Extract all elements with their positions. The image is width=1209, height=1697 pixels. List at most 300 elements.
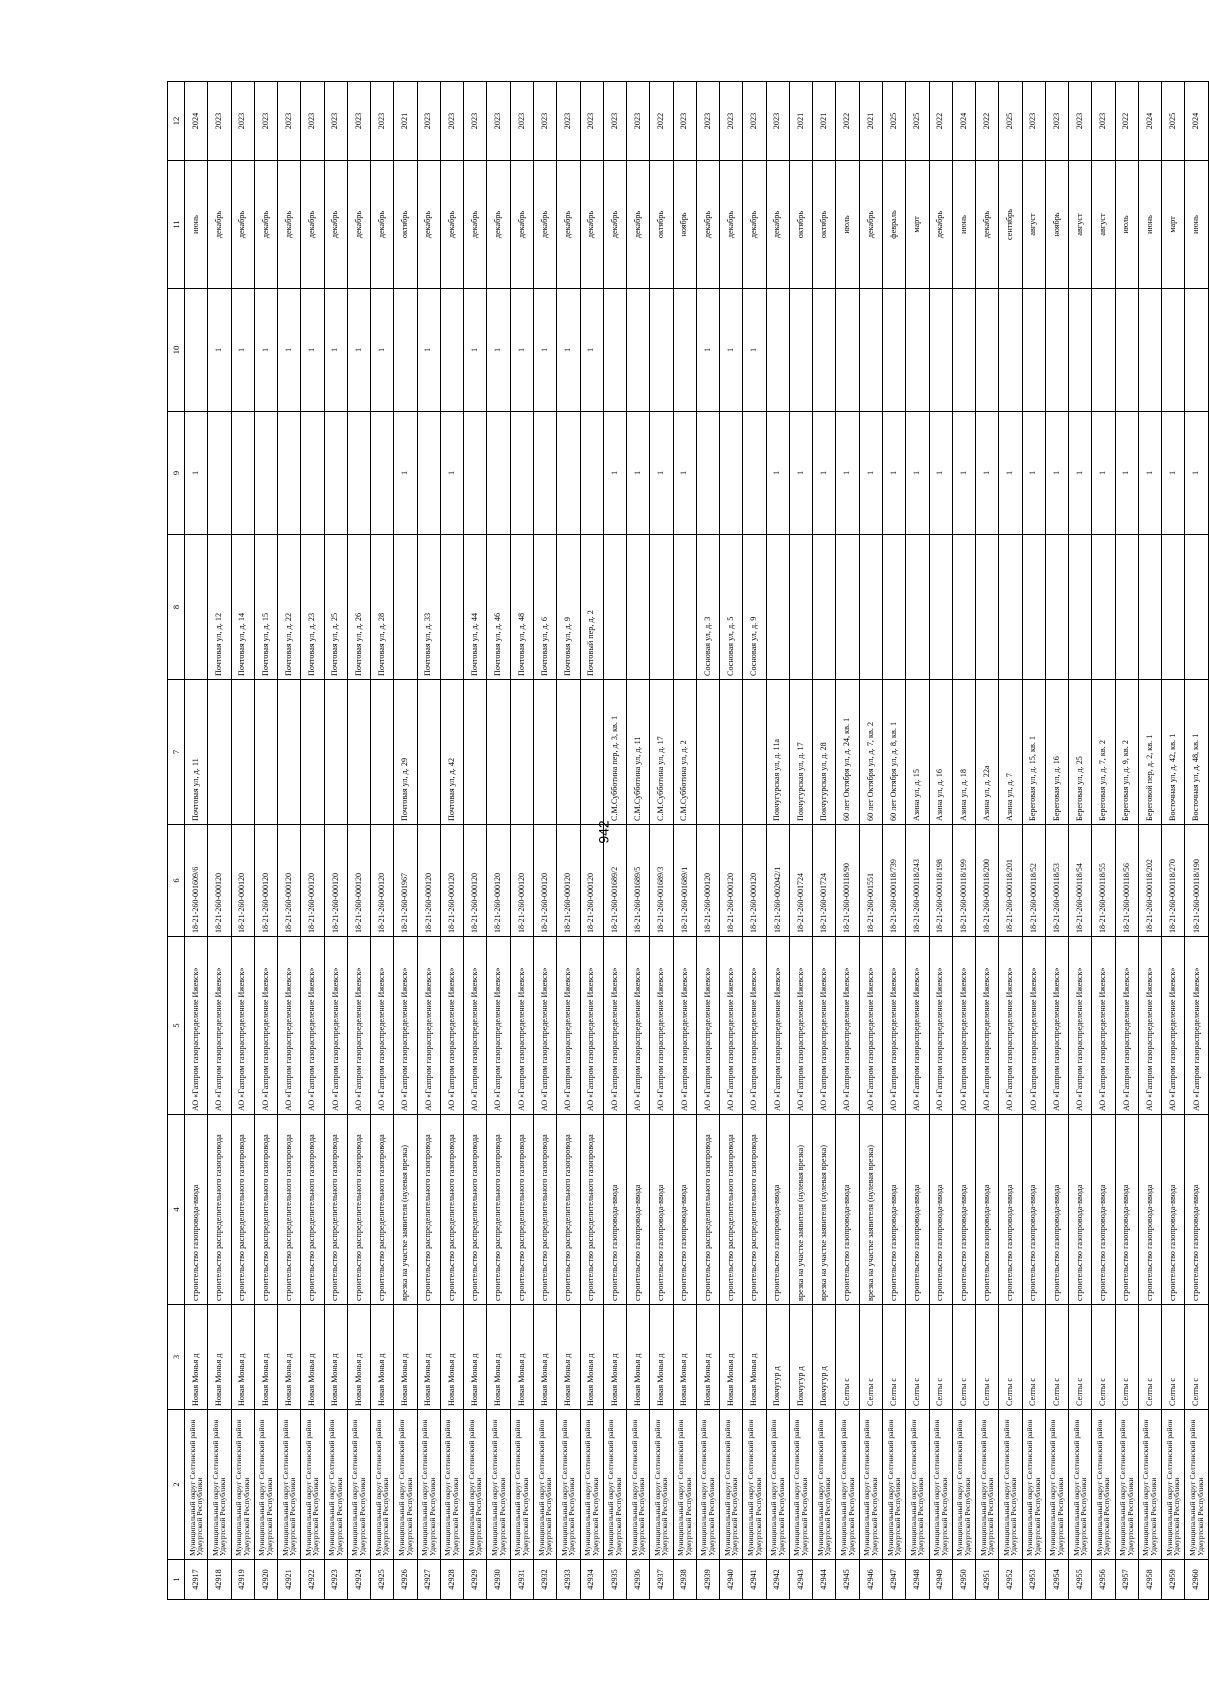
cell-count-b [976,289,999,412]
cell-work-type: строительство распределительного газопровода [580,1115,603,1305]
table-row [464,82,487,1600]
cell-row-number: 42958 [1138,1560,1161,1600]
cell-municipality: Муниципальный округ Селтинский район Удмуртской Республики [185,1410,208,1560]
cell-year: 2022 [1115,82,1138,161]
cell-address-network [185,535,208,680]
cell-work-type: врезка на участке заявителя (нулевая врезка) [789,1115,812,1305]
cell-organization: АО «Газпром газораспределение Ижевск» [440,937,463,1115]
cell-month: июнь [1185,161,1209,289]
cell-count-b: 1 [347,289,370,412]
table-row [906,82,929,1600]
cell-municipality: Муниципальный округ Селтинский район Удмуртской Республики [1115,1410,1138,1560]
cell-year: 2023 [464,82,487,161]
cell-work-type: строительство распределительного газопровода [487,1115,510,1305]
cell-contract-number: 18-21-260-000120 [347,825,370,937]
cell-address-network [650,535,673,680]
cell-organization: АО «Газпром газораспределение Ижевск» [999,937,1022,1115]
cell-count-b: 1 [557,289,580,412]
cell-count-a [347,412,370,535]
cell-organization: АО «Газпром газораспределение Ижевск» [952,937,975,1115]
cell-municipality: Муниципальный округ Селтинский район Удмуртской Республики [231,1410,254,1560]
cell-work-type: врезка на участке заявителя (нулевая врезка) [859,1115,882,1305]
cell-settlement: Новая Монья д [301,1305,324,1410]
cell-address-network [976,535,999,680]
cell-row-number: 42918 [208,1560,231,1600]
cell-address-network [1185,535,1209,680]
cell-year: 2021 [813,82,836,161]
cell-row-number: 42955 [1069,1560,1092,1600]
cell-address-individual: Береговая ул, д. 16 [1045,680,1068,825]
cell-municipality: Муниципальный округ Селтинский район Удмуртской Республики [906,1410,929,1560]
cell-settlement: Селты с [1115,1305,1138,1410]
cell-address-individual [464,680,487,825]
cell-contract-number: 18-21-260-000118/202 [1138,825,1161,937]
cell-address-individual: Азина ул, д. 7 [999,680,1022,825]
column-header: 1 [168,1560,185,1600]
cell-row-number: 42946 [859,1560,882,1600]
cell-address-network [1022,535,1045,680]
cell-row-number: 42937 [650,1560,673,1600]
cell-count-b: 1 [720,289,743,412]
cell-count-b [603,289,626,412]
cell-count-b [1092,289,1115,412]
cell-count-b [882,289,905,412]
cell-count-b: 1 [254,289,277,412]
cell-organization: АО «Газпром газораспределение Ижевск» [906,937,929,1115]
cell-municipality: Муниципальный округ Селтинский район Удмуртской Республики [1092,1410,1115,1560]
cell-municipality: Муниципальный округ Селтинский район Удмуртской Республики [1069,1410,1092,1560]
column-header: 11 [168,161,185,289]
cell-address-individual: 60 лет Октября ул, д. 7, кв. 2 [859,680,882,825]
cell-row-number: 42933 [557,1560,580,1600]
cell-work-type: строительство распределительного газопровода [720,1115,743,1305]
cell-contract-number: 18-21-260-001724 [813,825,836,937]
cell-row-number: 42938 [673,1560,696,1600]
cell-settlement: Новая Монья д [254,1305,277,1410]
cell-month: октябрь [650,161,673,289]
table-row [836,82,859,1600]
cell-row-number: 42959 [1162,1560,1185,1600]
cell-row-number: 42930 [487,1560,510,1600]
cell-organization: АО «Газпром газораспределение Ижевск» [580,937,603,1115]
cell-address-network: Почтовая ул, д. 26 [347,535,370,680]
cell-month: сентябрь [999,161,1022,289]
cell-count-b: 1 [417,289,440,412]
cell-address-individual [533,680,556,825]
cell-count-b: 1 [208,289,231,412]
cell-contract-number: 18-21-260-000120 [580,825,603,937]
cell-row-number: 42920 [254,1560,277,1600]
cell-organization: АО «Газпром газораспределение Ижевск» [185,937,208,1115]
cell-address-individual: Почтовая ул, д. 11 [185,680,208,825]
cell-address-individual [510,680,533,825]
cell-work-type: строительство распределительного газопровода [696,1115,719,1305]
cell-contract-number: 18-21-260-000118/90 [836,825,859,937]
table-row [859,82,882,1600]
cell-year: 2023 [371,82,394,161]
table-row [720,82,743,1600]
cell-address-network: Почтовая ул, д. 46 [487,535,510,680]
cell-contract-number: 18-21-260-000118/53 [1045,825,1068,937]
cell-count-a [231,412,254,535]
cell-contract-number: 18-21-260-001551 [859,825,882,937]
cell-count-a [278,412,301,535]
cell-work-type: строительство распределительного газопровода [557,1115,580,1305]
cell-count-a: 1 [1092,412,1115,535]
cell-address-individual [254,680,277,825]
cell-count-b: 1 [324,289,347,412]
cell-organization: АО «Газпром газораспределение Ижевск» [487,937,510,1115]
cell-organization: АО «Газпром газораспределение Ижевск» [1162,937,1185,1115]
cell-organization: АО «Газпром газораспределение Ижевск» [301,937,324,1115]
cell-contract-number: 18-21-260-000118/190 [1185,825,1209,937]
table-row [208,82,231,1600]
cell-settlement: Новая Монья д [464,1305,487,1410]
cell-count-a [254,412,277,535]
cell-year: 2023 [603,82,626,161]
cell-municipality: Муниципальный округ Селтинский район Удмуртской Республики [976,1410,999,1560]
cell-month: декабрь [510,161,533,289]
table-row [1162,82,1185,1600]
cell-work-type: строительство газопровода-ввода [952,1115,975,1305]
cell-address-individual: Азина ул, д. 15 [906,680,929,825]
register-table-frame [167,82,1209,1600]
cell-address-network: Почтовая ул, д. 48 [510,535,533,680]
cell-month: август [1022,161,1045,289]
cell-year: 2023 [557,82,580,161]
cell-month: октябрь [789,161,812,289]
cell-address-network [882,535,905,680]
cell-count-a: 1 [1022,412,1045,535]
cell-contract-number: 18-21-260-000120 [533,825,556,937]
cell-year: 2025 [906,82,929,161]
cell-settlement: Новая Монья д [231,1305,254,1410]
cell-address-network [859,535,882,680]
cell-organization: АО «Газпром газораспределение Ижевск» [557,937,580,1115]
table-row [766,82,789,1600]
cell-count-a: 1 [1162,412,1185,535]
cell-municipality: Муниципальный округ Селтинский район Удмуртской Республики [720,1410,743,1560]
cell-organization: АО «Газпром газораспределение Ижевск» [813,937,836,1115]
cell-month: декабрь [464,161,487,289]
cell-address-individual: Покчугурская ул, д. 17 [789,680,812,825]
cell-address-individual: Покчугурская ул, д. 11а [766,680,789,825]
cell-address-individual: С.М.Субботина ул, д. 17 [650,680,673,825]
cell-year: 2023 [766,82,789,161]
cell-address-network: Почтовая ул, д. 14 [231,535,254,680]
cell-count-a: 1 [789,412,812,535]
cell-work-type: строительство газопровода-ввода [882,1115,905,1305]
cell-month: декабрь [324,161,347,289]
column-header: 3 [168,1305,185,1410]
cell-year: 2024 [185,82,208,161]
cell-address-network [999,535,1022,680]
cell-row-number: 42952 [999,1560,1022,1600]
cell-municipality: Муниципальный округ Селтинский район Удмуртской Республики [813,1410,836,1560]
cell-contract-number: 18-21-260-001689/1 [673,825,696,937]
cell-settlement: Новая Монья д [208,1305,231,1410]
table-row [673,82,696,1600]
cell-work-type: строительство распределительного газопровода [743,1115,766,1305]
cell-month: декабрь [976,161,999,289]
cell-address-individual: Береговой пер, д. 2, кв. 1 [1138,680,1161,825]
cell-settlement: Новая Монья д [557,1305,580,1410]
table-row [603,82,626,1600]
cell-year: 2023 [231,82,254,161]
cell-count-b [1138,289,1161,412]
column-header: 10 [168,289,185,412]
cell-address-network [603,535,626,680]
table-row [1045,82,1068,1600]
cell-municipality: Муниципальный округ Селтинский район Удмуртской Республики [533,1410,556,1560]
cell-month: октябрь [394,161,417,289]
cell-count-a [301,412,324,535]
cell-contract-number: 18-21-260-000120 [696,825,719,937]
cell-count-b [627,289,650,412]
cell-settlement: Селты с [836,1305,859,1410]
cell-address-network: Почтовая ул, д. 25 [324,535,347,680]
cell-settlement: Селты с [1092,1305,1115,1410]
cell-count-a: 1 [1185,412,1209,535]
table-row [254,82,277,1600]
cell-count-a [510,412,533,535]
cell-address-individual: Береговая ул, д. 9, кв. 2 [1115,680,1138,825]
cell-contract-number: 18-21-260-000118/243 [906,825,929,937]
cell-count-a: 1 [882,412,905,535]
cell-count-b [952,289,975,412]
cell-count-a [371,412,394,535]
cell-count-b [836,289,859,412]
table-row [1022,82,1045,1600]
cell-address-individual [720,680,743,825]
cell-year: 2021 [789,82,812,161]
cell-settlement: Селты с [1162,1305,1185,1410]
cell-month: июль [1115,161,1138,289]
cell-work-type: строительство газопровода-ввода [650,1115,673,1305]
cell-count-b: 1 [510,289,533,412]
cell-settlement: Новая Монья д [720,1305,743,1410]
cell-month: декабрь [557,161,580,289]
cell-municipality: Муниципальный округ Селтинский район Удмуртской Республики [278,1410,301,1560]
cell-count-b [185,289,208,412]
column-header: 6 [168,825,185,937]
column-header: 12 [168,82,185,161]
cell-month: август [1069,161,1092,289]
cell-month: декабрь [627,161,650,289]
cell-month: март [906,161,929,289]
cell-address-network: Почтовая ул, д. 12 [208,535,231,680]
cell-address-network: Почтовая ул, д. 23 [301,535,324,680]
cell-settlement: Новая Монья д [510,1305,533,1410]
cell-count-b: 1 [301,289,324,412]
cell-count-a [487,412,510,535]
cell-year: 2023 [254,82,277,161]
cell-year: 2023 [301,82,324,161]
cell-address-individual [743,680,766,825]
cell-row-number: 42940 [720,1560,743,1600]
cell-row-number: 42960 [1185,1560,1209,1600]
cell-organization: АО «Газпром газораспределение Ижевск» [324,937,347,1115]
cell-municipality: Муниципальный округ Селтинский район Удмуртской Республики [324,1410,347,1560]
cell-address-individual: Береговая ул, д. 15, кв. 1 [1022,680,1045,825]
cell-settlement: Новая Монья д [185,1305,208,1410]
cell-year: 2025 [999,82,1022,161]
cell-year: 2023 [720,82,743,161]
cell-work-type: строительство газопровода-ввода [673,1115,696,1305]
cell-count-a: 1 [1115,412,1138,535]
cell-count-b [1185,289,1209,412]
cell-count-b [1069,289,1092,412]
cell-contract-number: 18-21-260-000120 [231,825,254,937]
cell-settlement: Селты с [929,1305,952,1410]
cell-municipality: Муниципальный округ Селтинский район Удмуртской Республики [1185,1410,1209,1560]
cell-row-number: 42929 [464,1560,487,1600]
column-number-row [168,82,185,1600]
cell-count-a: 1 [836,412,859,535]
cell-count-a: 1 [1138,412,1161,535]
cell-year: 2022 [650,82,673,161]
cell-count-a: 1 [627,412,650,535]
cell-month: декабрь [487,161,510,289]
cell-work-type: строительство распределительного газопровода [324,1115,347,1305]
cell-count-a [324,412,347,535]
cell-count-a: 1 [906,412,929,535]
cell-municipality: Муниципальный округ Селтинский район Удмуртской Республики [208,1410,231,1560]
cell-settlement: Селты с [999,1305,1022,1410]
cell-count-a [696,412,719,535]
table-row [1138,82,1161,1600]
cell-settlement: Покчугур д [789,1305,812,1410]
cell-municipality: Муниципальный округ Селтинский район Удмуртской Республики [789,1410,812,1560]
cell-settlement: Селты с [1185,1305,1209,1410]
cell-contract-number: 18-21-260-001724 [789,825,812,937]
table-row [185,82,208,1600]
cell-count-a: 1 [952,412,975,535]
cell-year: 2023 [673,82,696,161]
cell-count-a [720,412,743,535]
cell-address-network [1115,535,1138,680]
cell-month: октябрь [813,161,836,289]
cell-address-network [836,535,859,680]
cell-contract-number: 18-21-260-000120 [557,825,580,937]
cell-count-b: 1 [533,289,556,412]
cell-work-type: строительство газопровода-ввода [1092,1115,1115,1305]
cell-address-network: Почтовый пер, д. 2 [580,535,603,680]
cell-count-a: 1 [440,412,463,535]
cell-organization: АО «Газпром газораспределение Ижевск» [650,937,673,1115]
cell-contract-number: 18-21-260-000120 [324,825,347,937]
table-row [789,82,812,1600]
cell-municipality: Муниципальный округ Селтинский район Удмуртской Республики [440,1410,463,1560]
cell-month: декабрь [929,161,952,289]
cell-year: 2023 [440,82,463,161]
cell-municipality: Муниципальный округ Селтинский район Удмуртской Республики [1045,1410,1068,1560]
cell-count-a: 1 [859,412,882,535]
cell-municipality: Муниципальный округ Селтинский район Удмуртской Республики [557,1410,580,1560]
cell-settlement: Селты с [1138,1305,1161,1410]
cell-count-b [766,289,789,412]
cell-row-number: 42921 [278,1560,301,1600]
cell-work-type: строительство газопровода-ввода [603,1115,626,1305]
cell-count-a: 1 [929,412,952,535]
cell-count-b [1115,289,1138,412]
cell-settlement: Новая Монья д [324,1305,347,1410]
table-row [440,82,463,1600]
cell-address-individual [371,680,394,825]
cell-organization: АО «Газпром газораспределение Ижевск» [766,937,789,1115]
cell-address-individual: Азина ул, д. 18 [952,680,975,825]
cell-month: декабрь [440,161,463,289]
cell-work-type: строительство газопровода-ввода [185,1115,208,1305]
cell-contract-number: 18-21-260-000118/52 [1022,825,1045,937]
cell-settlement: Селты с [1045,1305,1068,1410]
cell-organization: АО «Газпром газораспределение Ижевск» [510,937,533,1115]
page-number-text: 942 [595,820,612,844]
cell-month: декабрь [278,161,301,289]
cell-count-b [394,289,417,412]
cell-count-a [557,412,580,535]
cell-contract-number: 18-21-260-000120 [301,825,324,937]
cell-row-number: 42939 [696,1560,719,1600]
cell-municipality: Муниципальный округ Селтинский район Удмуртской Республики [603,1410,626,1560]
cell-year: 2023 [743,82,766,161]
cell-municipality: Муниципальный округ Селтинский район Удмуртской Республики [836,1410,859,1560]
cell-work-type: строительство газопровода-ввода [1045,1115,1068,1305]
cell-municipality: Муниципальный округ Селтинский район Удмуртской Республики [371,1410,394,1560]
table-row [278,82,301,1600]
cell-address-network [1138,535,1161,680]
cell-work-type: врезка на участке заявителя (нулевая врезка) [813,1115,836,1305]
cell-address-network: Почтовая ул, д. 28 [371,535,394,680]
cell-settlement: Новая Монья д [603,1305,626,1410]
table-row [650,82,673,1600]
cell-municipality: Муниципальный округ Селтинский район Удмуртской Республики [696,1410,719,1560]
cell-contract-number: 18-21-260-000120 [278,825,301,937]
cell-organization: АО «Газпром газораспределение Ижевск» [976,937,999,1115]
cell-count-a: 1 [603,412,626,535]
table-row [696,82,719,1600]
cell-count-a [464,412,487,535]
cell-month: декабрь [720,161,743,289]
cell-address-individual: Восточная ул, д. 42, кв. 1 [1162,680,1185,825]
cell-count-a: 1 [673,412,696,535]
cell-month: декабрь [254,161,277,289]
cell-address-individual [487,680,510,825]
cell-row-number: 42948 [906,1560,929,1600]
cell-municipality: Муниципальный округ Селтинский район Удмуртской Республики [766,1410,789,1560]
cell-year: 2025 [882,82,905,161]
cell-municipality: Муниципальный округ Селтинский район Удмуртской Республики [394,1410,417,1560]
cell-row-number: 42947 [882,1560,905,1600]
cell-address-network [394,535,417,680]
cell-row-number: 42928 [440,1560,463,1600]
cell-count-b [1022,289,1045,412]
cell-work-type: строительство распределительного газопровода [347,1115,370,1305]
cell-settlement: Новая Монья д [696,1305,719,1410]
cell-municipality: Муниципальный округ Селтинский район Удмуртской Республики [627,1410,650,1560]
cell-work-type: строительство распределительного газопровода [208,1115,231,1305]
cell-address-individual [231,680,254,825]
cell-organization: АО «Газпром газораспределение Ижевск» [1115,937,1138,1115]
cell-count-a [580,412,603,535]
cell-address-individual [557,680,580,825]
cell-settlement: Новая Монья д [533,1305,556,1410]
cell-count-b [999,289,1022,412]
cell-year: 2023 [417,82,440,161]
table-row [510,82,533,1600]
cell-municipality: Муниципальный округ Селтинский район Удмуртской Республики [464,1410,487,1560]
cell-row-number: 42923 [324,1560,347,1600]
